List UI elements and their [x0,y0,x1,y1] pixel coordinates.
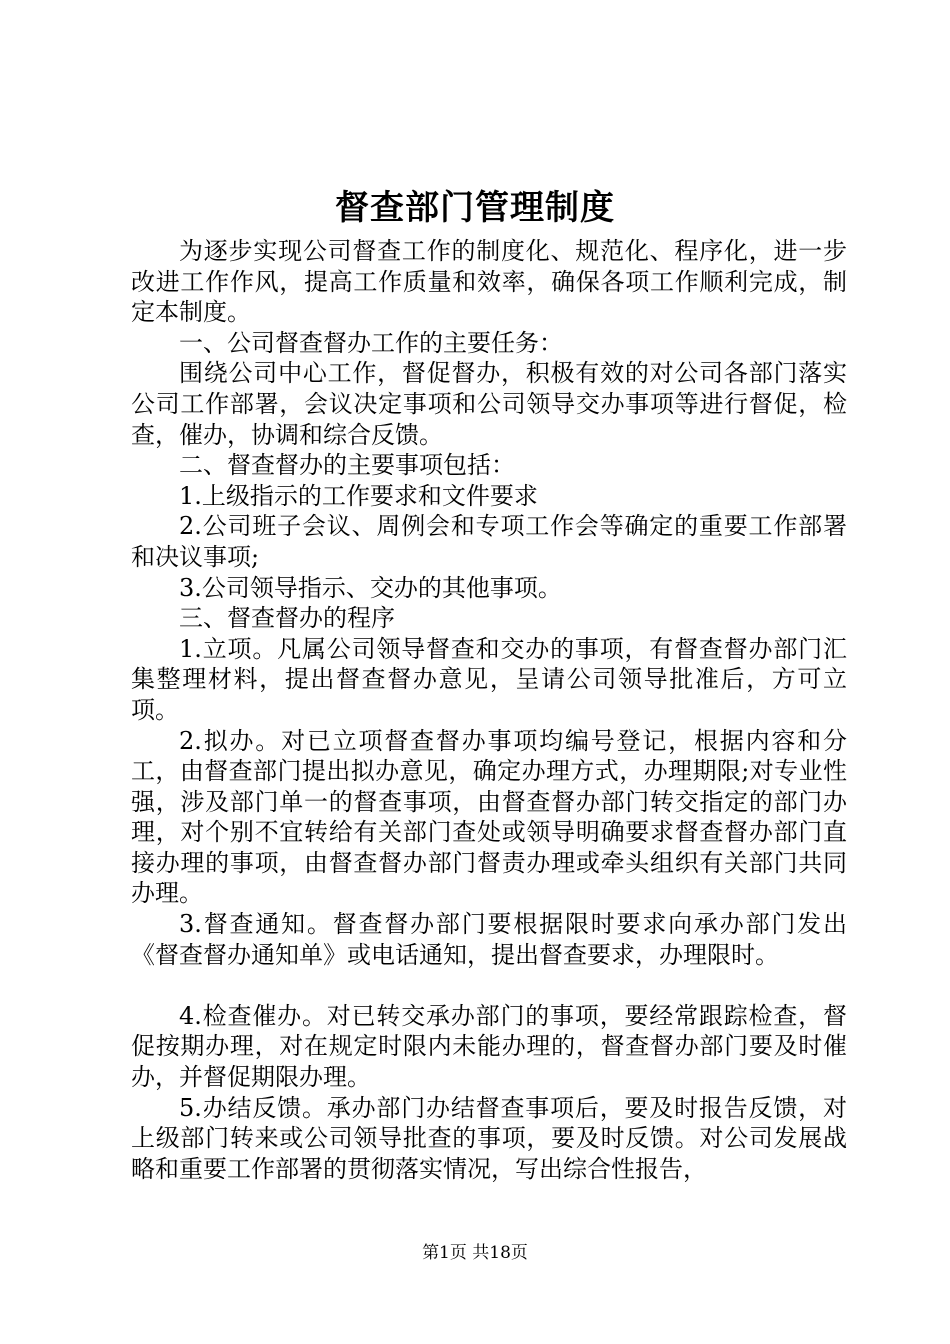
section-2-item-2: 2.公司班子会议、周例会和专项工作会等确定的重要工作部署和决议事项; [131,512,847,571]
section-heading-1: 一、公司督查督办工作的主要任务： [179,328,563,357]
section-1-paragraph: 围绕公司中心工作，督促督办，积极有效的对公司各部门落实公司工作部署，会议决定事项和公司领导交办事项等进行督促，检查，催办，协调和综合反馈。 [131,359,847,449]
section-heading-2: 二、督查督办的主要事项包括： [179,451,515,480]
section-3-item-1: 1.立项。凡属公司领导督查和交办的事项，有督查督办部门汇集整理材料，提出督查督办意见，呈请公司领导批准后，方可立项。 [131,634,847,724]
document-title: 督查部门管理制度 [335,188,615,228]
page-number-footer: 第1页 共18页 [422,1243,528,1263]
section-2-item-1: 1.上级指示的工作要求和文件要求 [179,481,538,510]
intro-paragraph: 为逐步实现公司督查工作的制度化、规范化、程序化，进一步改进工作作风，提高工作质量和效率，确保各项工作顺利完成，制定本制度。 [131,237,847,327]
document-body [131,236,847,1184]
section-3-item-4: 4.检查催办。对已转交承办部门的事项，要经常跟踪检查，督促按期办理，对在规定时限内未能办理的，督查督办部门要及时催办，并督促期限办理。 [131,1001,847,1092]
section-3-item-5: 5.办结反馈。承办部门办结督查事项后，要及时报告反馈，对上级部门转来或公司领导批查的事项，要及时反馈。对公司发展战略和重要工作部署的贯彻落实情况，写出综合性报告， [131,1093,847,1183]
section-2-item-3: 3.公司领导指示、交办的其他事项。 [179,573,562,602]
section-3-item-2: 2.拟办。对已立项督查督办事项均编号登记，根据内容和分工，由督查部门提出拟办意见，确定办理方式，办理期限;对专业性强，涉及部门单一的督查事项，由督查督办部门转交指定的部门办理，对个别不宜转给有关部门查处或领导明确要求督查督办部门直接办理的事项，由督查督办部门督责办理或牵头组织有关部门共同办理。 [131,726,847,908]
section-heading-3: 三、督查督办的程序 [179,604,395,633]
section-3-item-3: 3.督查通知。督查督办部门要根据限时要求向承办部门发出《督查督办通知单》或电话通知，提出督查要求，办理限时。 [131,910,847,969]
